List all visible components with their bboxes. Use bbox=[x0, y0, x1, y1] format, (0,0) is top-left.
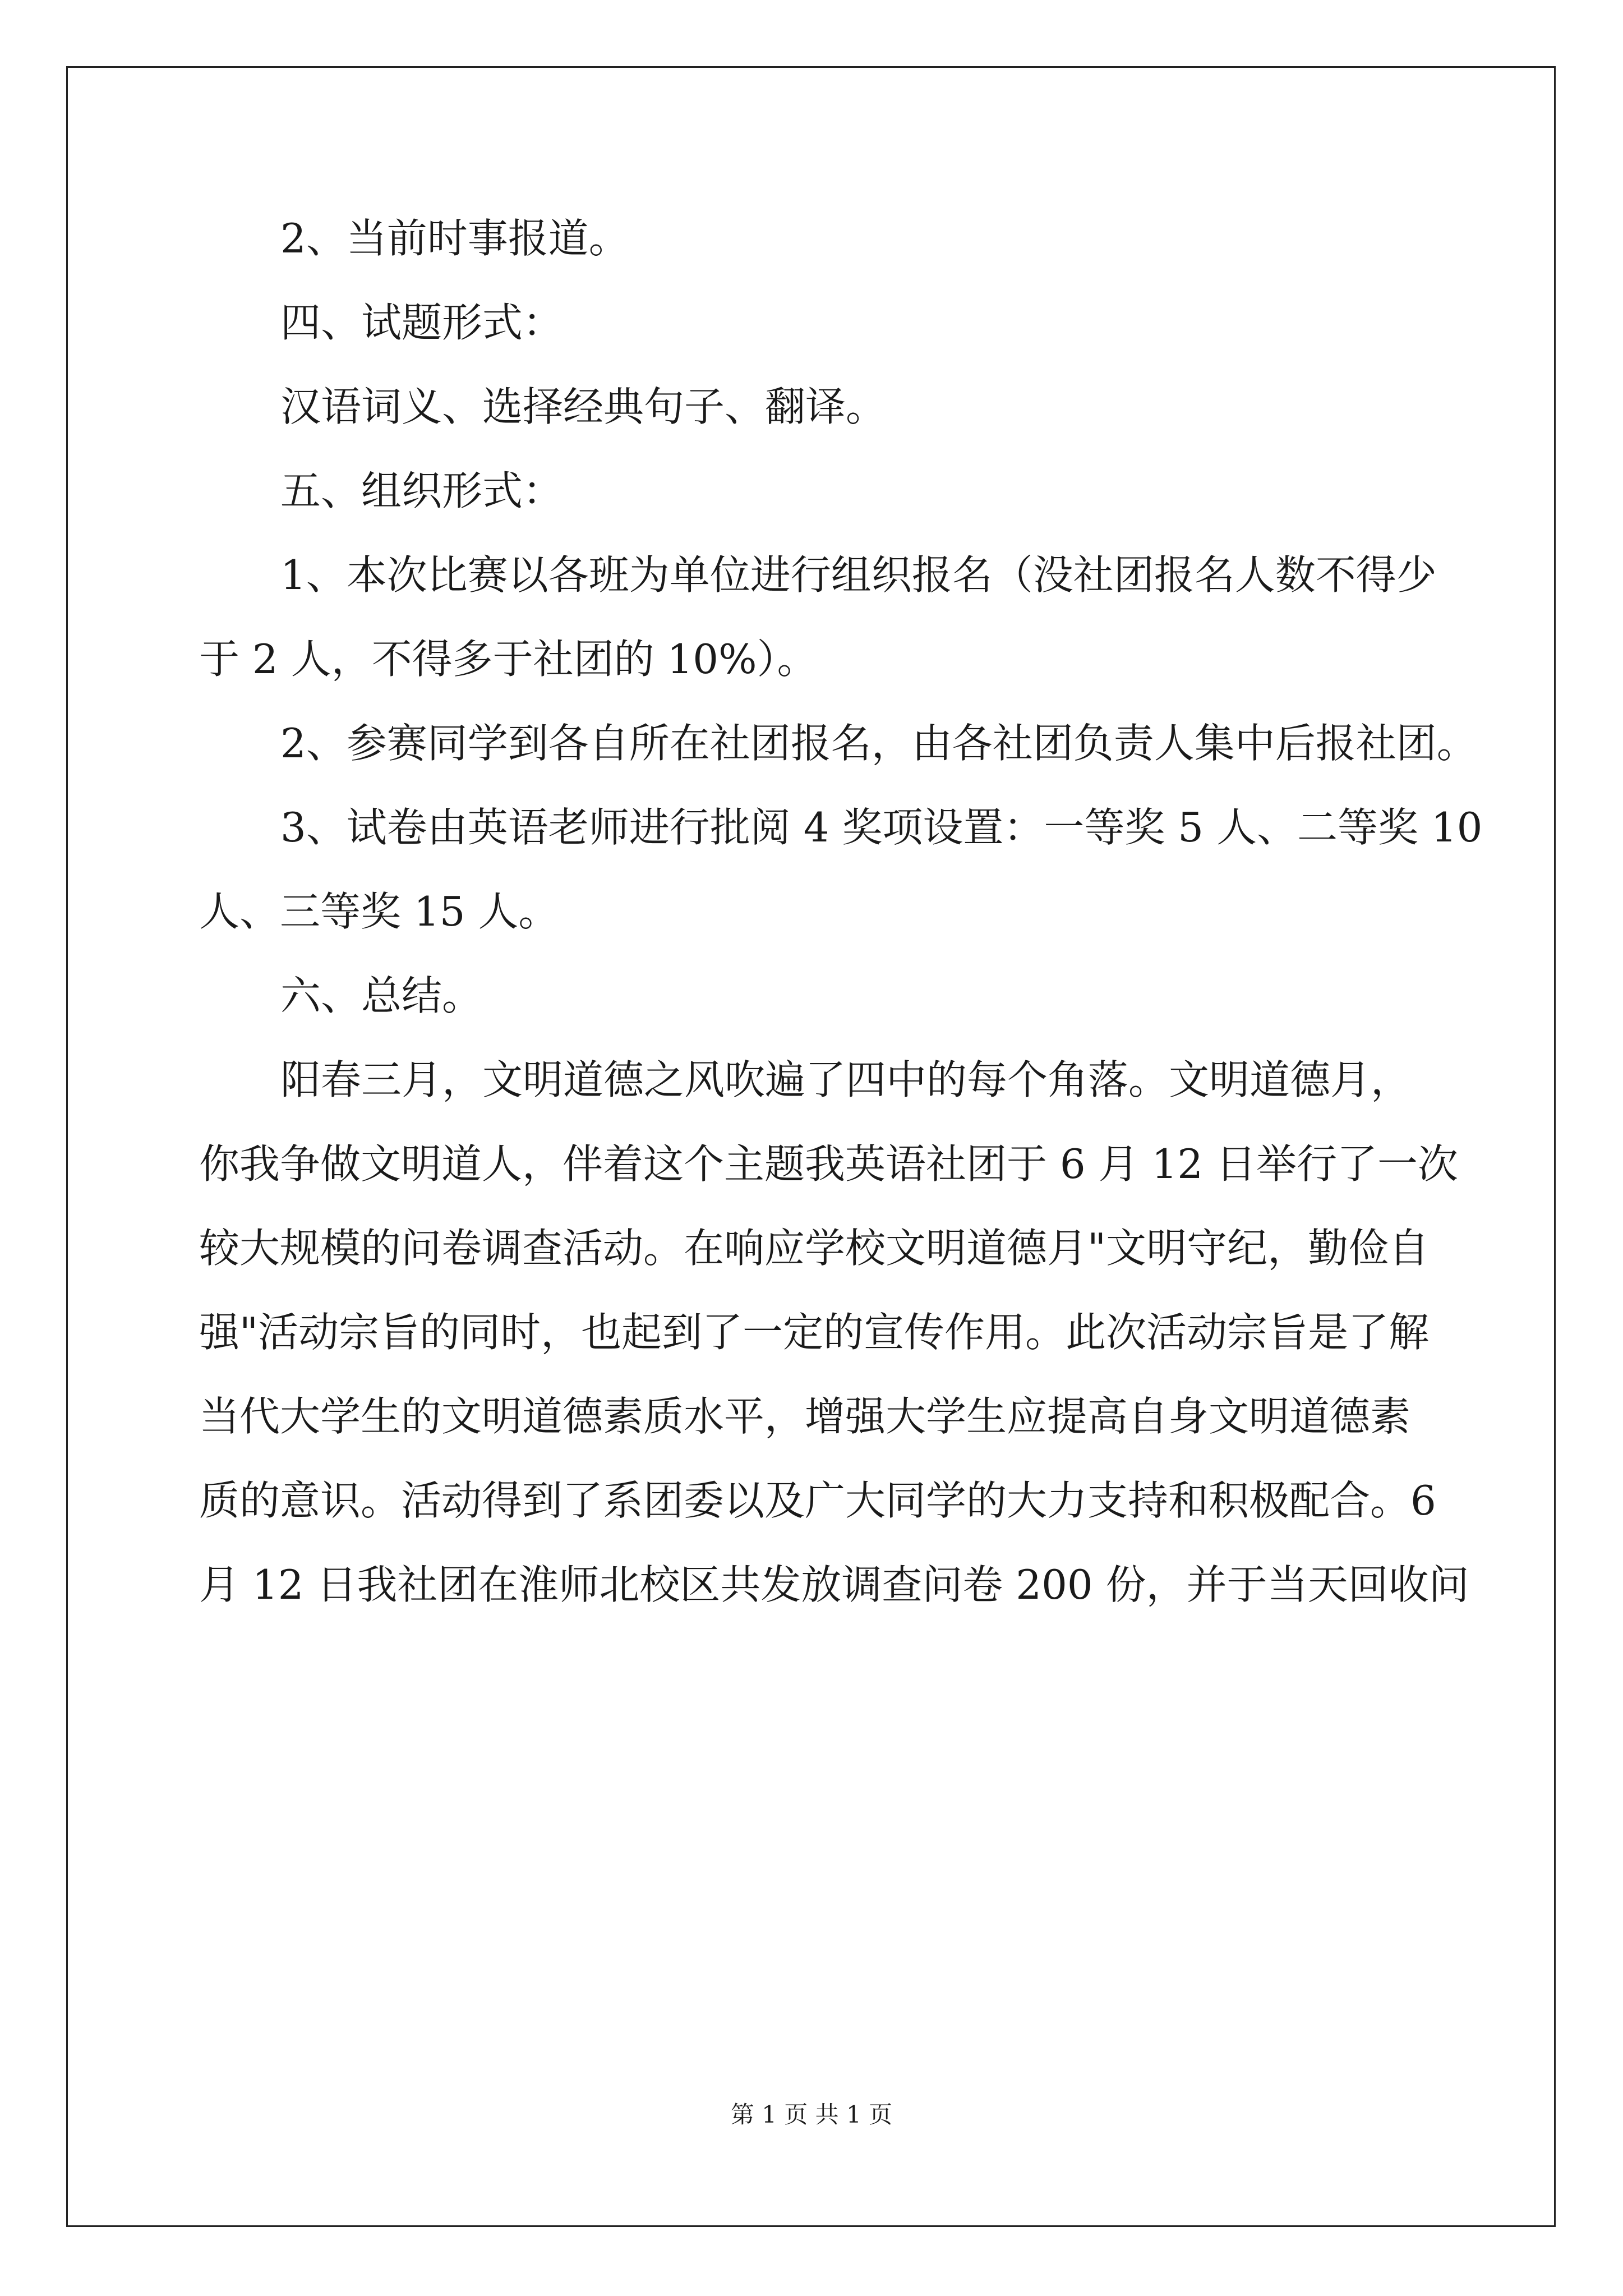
paragraph-line: 阳春三月，文明道德之风吹遍了四中的每个角落。文明道德月， bbox=[280, 1056, 1412, 1103]
paragraph-line: 强"活动宗旨的同时，也起到了一定的宣传作用。此次活动宗旨是了解 bbox=[199, 1309, 1430, 1356]
paragraph-line: 人、三等奖 15 人。 bbox=[199, 888, 559, 935]
paragraph-line: 1、本次比赛以各班为单位进行组织报名（没社团报名人数不得少 bbox=[280, 551, 1437, 599]
paragraph-line: 较大规模的问卷调查活动。在响应学校文明道德月"文明守纪，勤俭自 bbox=[199, 1225, 1430, 1272]
paragraph-line: 于 2 人，不得多于社团的 10%）。 bbox=[199, 636, 818, 683]
section-heading: 四、试题形式： bbox=[280, 299, 564, 346]
paragraph-line: 月 12 日我社团在淮师北校区共发放调查问卷 200 份，并于当天回收问 bbox=[199, 1561, 1469, 1608]
section-heading: 五、组织形式： bbox=[280, 467, 564, 514]
paragraph-line: 2、当前时事报道。 bbox=[280, 215, 629, 262]
page-number-footer: 第 1 页 共 1 页 bbox=[730, 2101, 893, 2128]
section-heading: 六、总结。 bbox=[280, 972, 483, 1019]
paragraph-line: 当代大学生的文明道德素质水平，增强大学生应提高自身文明道德素 bbox=[199, 1393, 1411, 1440]
paragraph-line: 2、参赛同学到各自所在社团报名，由各社团负责人集中后报社团。 bbox=[280, 720, 1477, 767]
paragraph-line: 汉语词义、选择经典句子、翻译。 bbox=[280, 383, 887, 430]
paragraph-line: 质的意识。活动得到了系团委以及广大同学的大力支持和积极配合。6 bbox=[199, 1477, 1436, 1524]
paragraph-line: 你我争做文明道人，伴着这个主题我英语社团于 6 月 12 日举行了一次 bbox=[199, 1140, 1458, 1188]
paragraph-line: 3、试卷由英语老师进行批阅 4 奖项设置：一等奖 5 人、二等奖 10 bbox=[280, 804, 1483, 851]
